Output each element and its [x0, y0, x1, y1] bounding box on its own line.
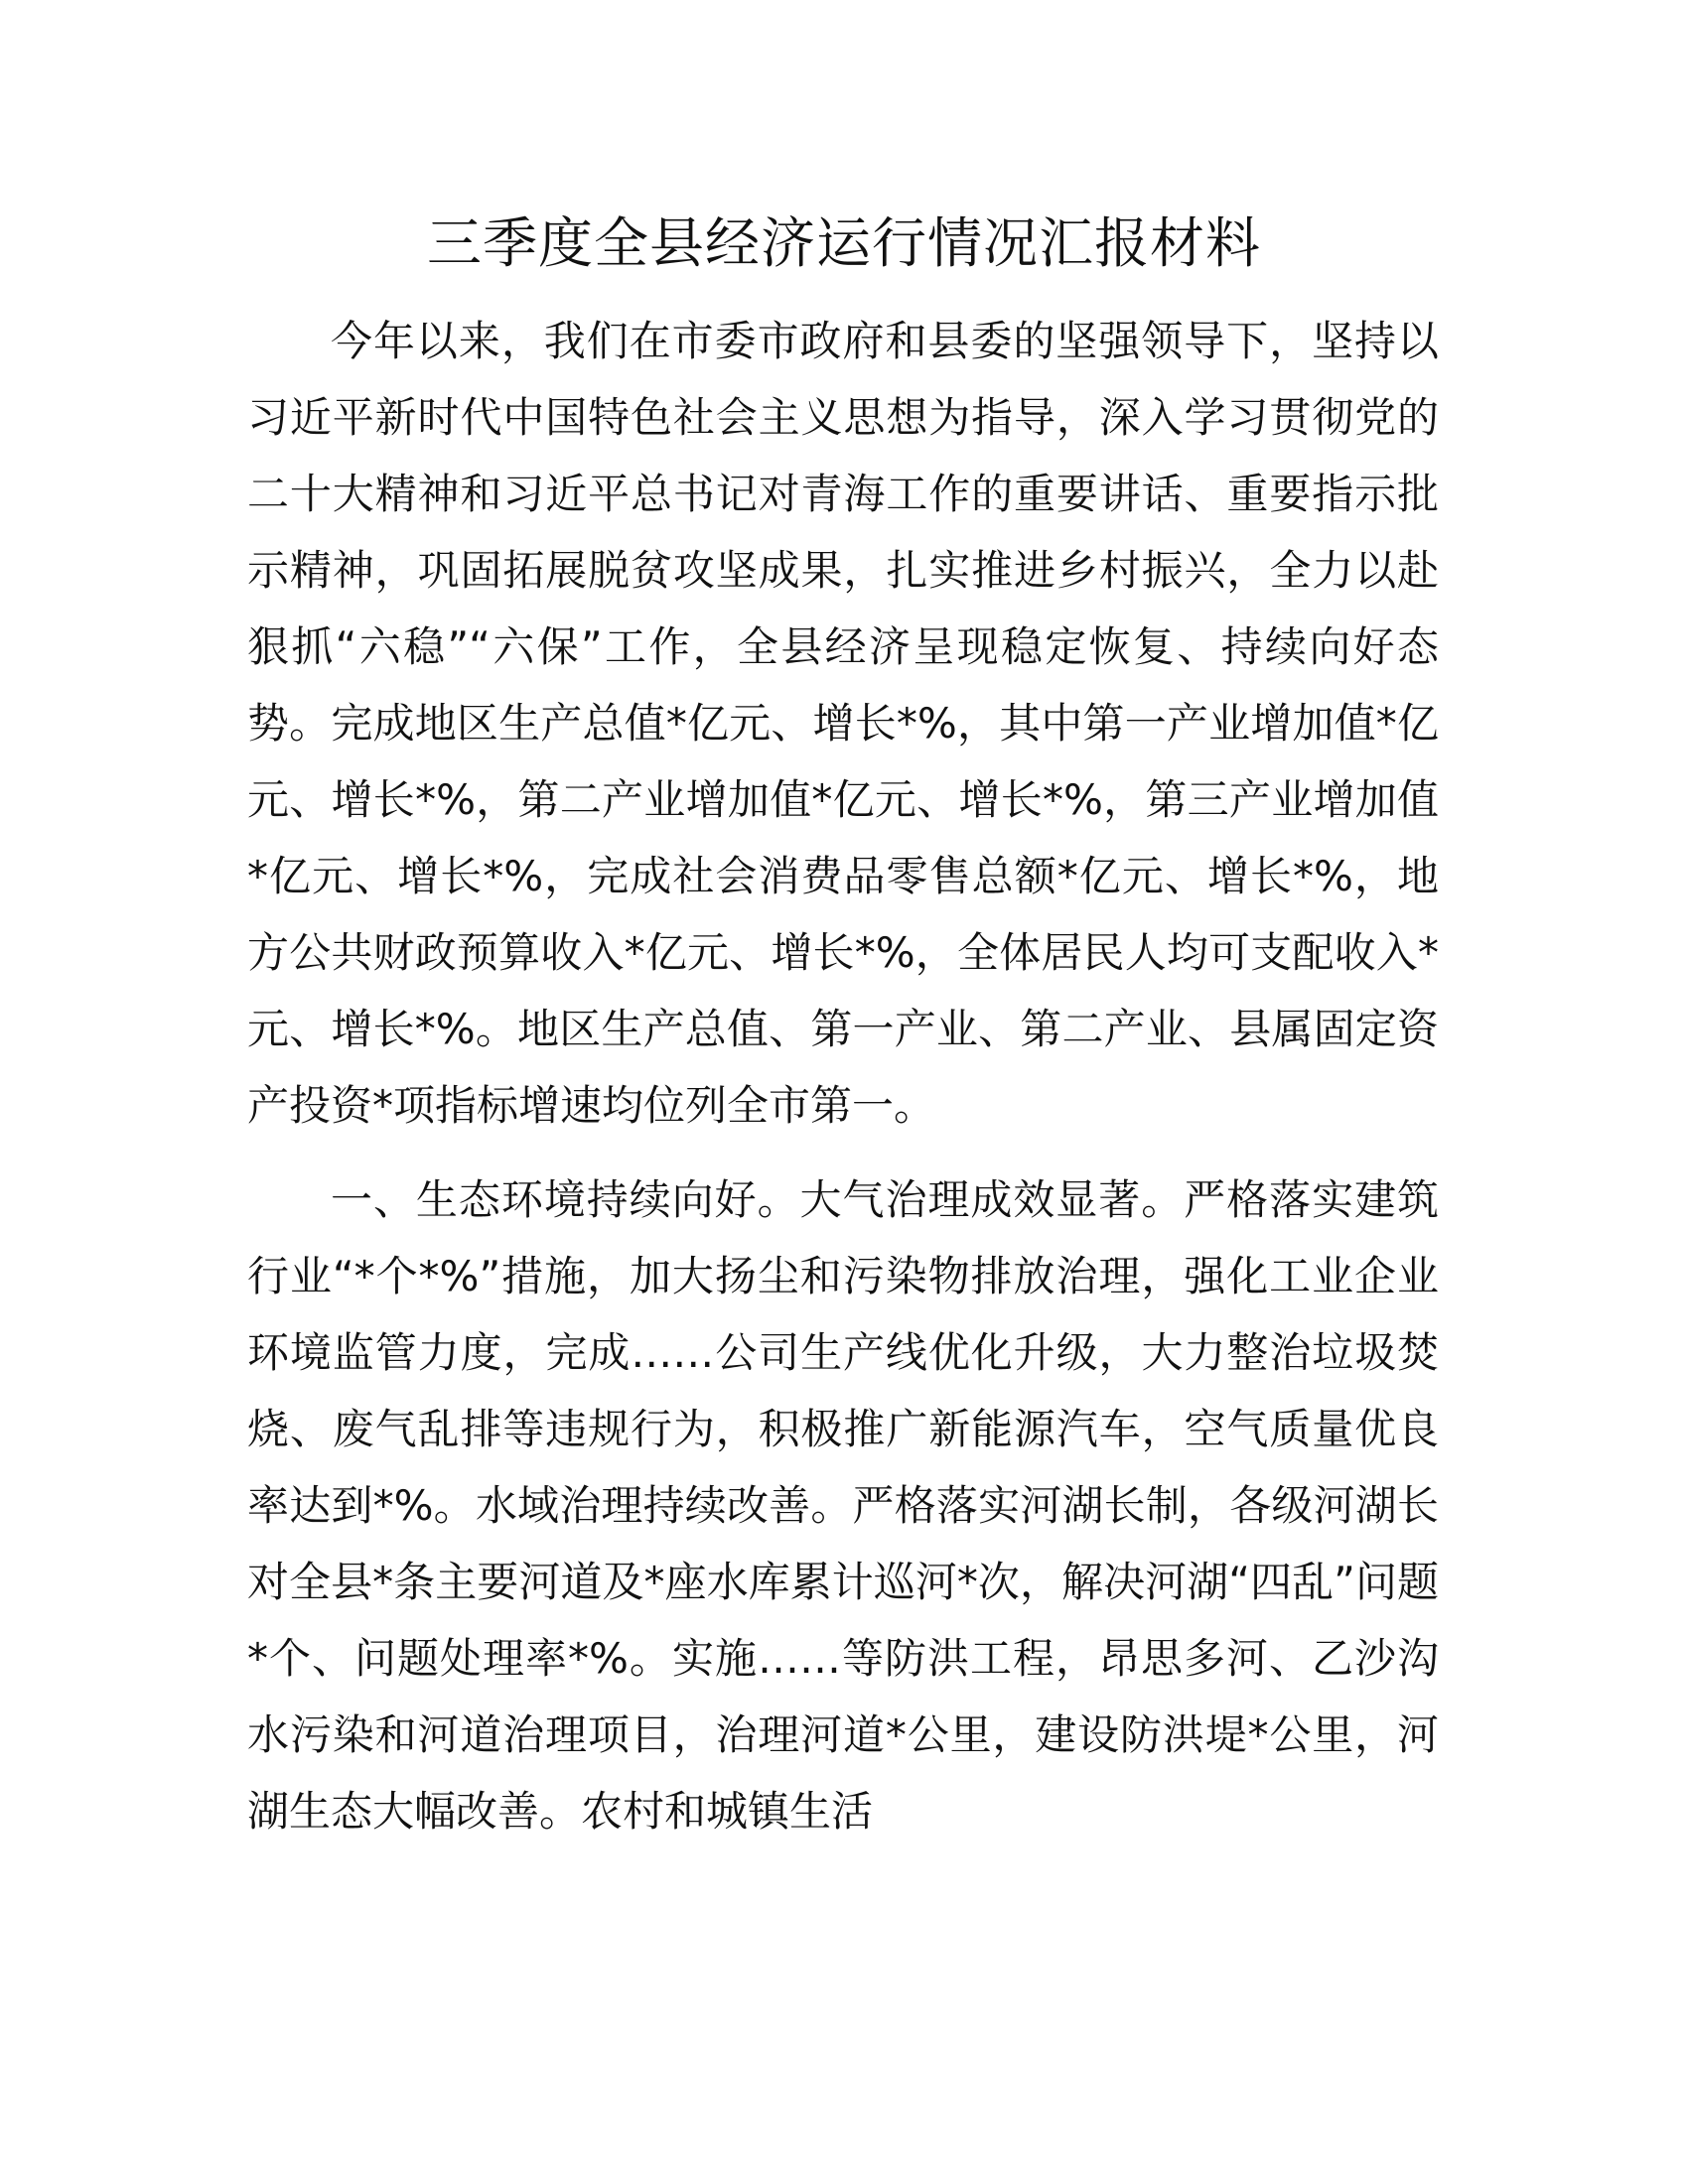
paragraph-ecology: 一、生态环境持续向好。大气治理成效显著。严格落实建筑行业“*个*%”措施，加大扬尘和污染物排放治理，强化工业企业环境监管力度，完成……公司生产线优化升级，大力整治垃圾焚烧、废气乱排等违规行为，积极推广新能源汽车，空气质量优良率达到*%。水域治理持续改善。严格落实河湖长制，各级河湖长对全县*条主要河道及*座水库累计巡河*次，解决河湖“四乱”问题*个、问题处理率*%。实施……等防洪工程，昂思多河、乙沙沟水污染和河道治理项目，治理河道*公里，建设防洪堤*公里，河湖生态大幅改善。农村和城镇生活	[247, 1175, 1439, 1836]
document-body	[247, 303, 1439, 1849]
paragraph-intro: 今年以来，我们在市委市政府和县委的坚强领导下，坚持以习近平新时代中国特色社会主义思想为指导，深入学习贯彻党的二十大精神和习近平总书记对青海工作的重要讲话、重要指示批示精神，巩固拓展脱贫攻坚成果，扎实推进乡村振兴，全力以赴狠抓“六稳”“六保”工作，全县经济呈现稳定恢复、持续向好态势。完成地区生产总值*亿元、增长*%，其中第一产业增加值*亿元、增长*%，第二产业增加值*亿元、增长*%，第三产业增加值*亿元、增长*%，完成社会消费品零售总额*亿元、增长*%，地方公共财政预算收入*亿元、增长*%，全体居民人均可支配收入*元、增长*%。地区生产总值、第一产业、第二产业、县属固定资产投资*项指标增速均位列全市第一。	[247, 317, 1439, 1130]
document-title: 三季度全县经济运行情况汇报材料	[426, 211, 1261, 275]
